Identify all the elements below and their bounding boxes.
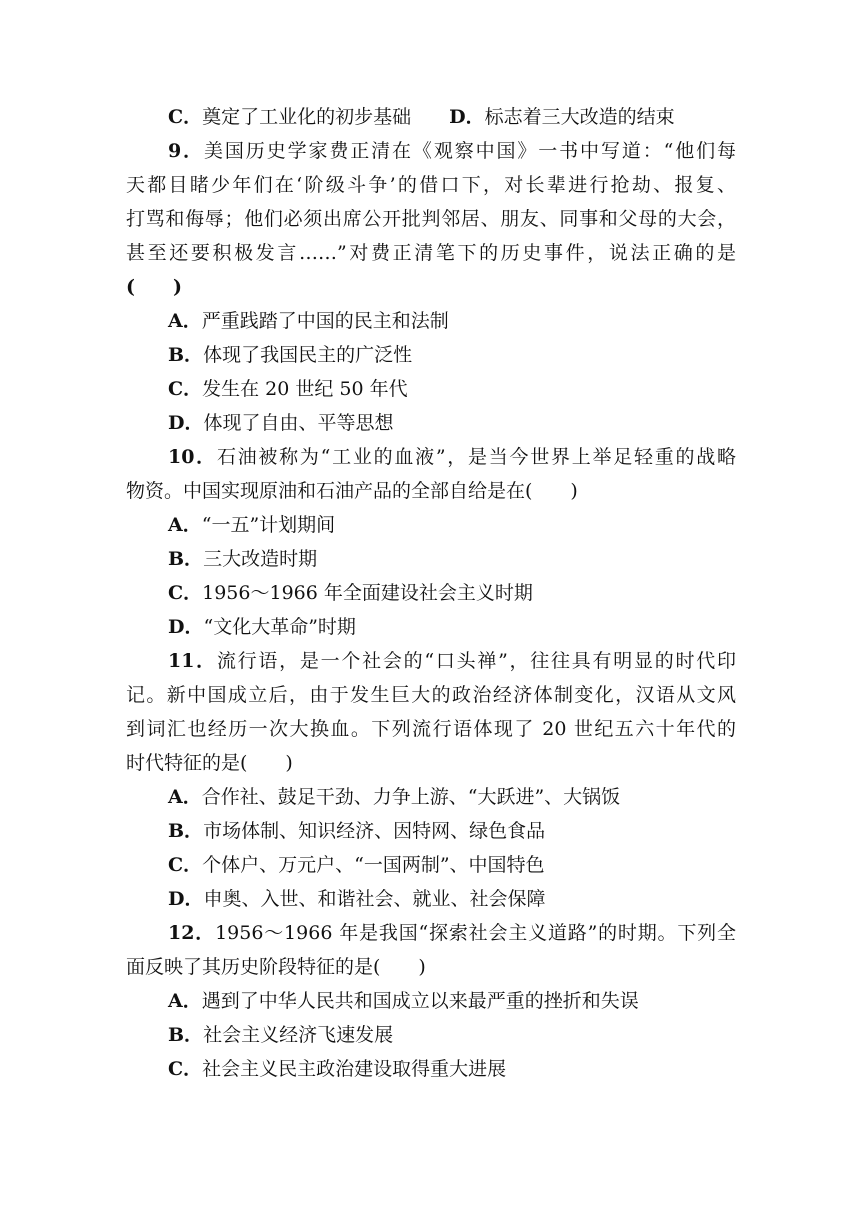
q10-stem-line-2: 物资。中国实现原油和石油产品的全部自给是在( ) <box>126 480 578 502</box>
q9-option-a <box>168 304 449 338</box>
q10-option-b <box>168 542 317 576</box>
question-text: 美国历史学家费正清在《观察中国》一书中写道：“他们每 <box>204 140 736 162</box>
q11-stem-line-4: 时代特征的是( ) <box>126 752 293 774</box>
question-number: 10． <box>168 446 217 468</box>
q9-stem-line-1 <box>168 134 736 168</box>
option-letter: C． <box>168 378 203 400</box>
q9-option-d <box>168 406 394 440</box>
option-letter: A． <box>168 310 202 332</box>
option-letter: B． <box>168 1024 204 1046</box>
question-text: 流行语，是一个社会的“口头禅”，往往具有明显的时代印 <box>216 650 736 672</box>
option-letter: A． <box>168 990 202 1012</box>
option-text: 社会主义经济飞速发展 <box>203 1024 394 1046</box>
q12-option-b <box>168 1018 393 1052</box>
option-letter: D． <box>168 616 204 638</box>
option-letter: C． <box>168 106 203 128</box>
option-text: 1956～1966 年全面建设社会主义时期 <box>202 582 533 604</box>
question-number: 9． <box>168 140 205 162</box>
q12-stem-line-1 <box>168 916 736 950</box>
option-text: 合作社、鼓足干劲、力争上游、“大跃进”、大锅饭 <box>201 786 621 808</box>
q11-option-d <box>168 882 546 916</box>
answer-blank: ( ) <box>126 276 182 298</box>
q12-option-a <box>168 984 639 1018</box>
q11-option-a <box>168 780 620 814</box>
option-letter: C． <box>168 582 203 604</box>
option-text: 严重践踏了中国的民主和法制 <box>201 310 449 332</box>
question-text: 1956～1966 年是我国“探索社会主义道路”的时期。下列全 <box>215 922 736 944</box>
option-text: “文化大革命”时期 <box>203 616 356 638</box>
q11-stem-line-3: 到词汇也经历一次大换血。下列流行语体现了 20 世纪五六十年代的 <box>126 718 736 740</box>
q10-option-d <box>168 610 356 644</box>
q10-option-a <box>168 508 335 542</box>
q10-option-c <box>168 576 533 610</box>
option-text: 社会主义民主政治建设取得重大进展 <box>202 1058 507 1080</box>
question-text: 石油被称为“工业的血液”，是当今世界上举足轻重的战略 <box>216 446 736 468</box>
option-letter: D． <box>168 412 204 434</box>
q9-stem-line-4: 甚至还要积极发言……”对费正清笔下的历史事件，说法正确的是 <box>126 242 736 264</box>
option-text: 申奥、入世、和谐社会、就业、社会保障 <box>203 888 546 910</box>
option-letter: B． <box>168 548 204 570</box>
q12-stem-line-2: 面反映了其历史阶段特征的是( ) <box>126 956 426 978</box>
option-letter: B． <box>168 820 204 842</box>
option-letter: C． <box>168 1058 203 1080</box>
q10-stem-line-1 <box>168 440 736 474</box>
q12-option-c <box>168 1052 506 1086</box>
option-text: 体现了自由、平等思想 <box>203 412 394 434</box>
option-text: 标志着三大改造的结束 <box>484 106 675 128</box>
option-text: 体现了我国民主的广泛性 <box>203 344 413 366</box>
q11-stem-line-1 <box>168 644 736 678</box>
option-letter: B． <box>168 344 204 366</box>
q9-option-c <box>168 372 408 406</box>
option-letter: C． <box>168 854 203 876</box>
option-letter: D． <box>168 888 204 910</box>
option-text: 遇到了中华人民共和国成立以来最严重的挫折和失误 <box>201 990 639 1012</box>
option-letter: A． <box>168 514 202 536</box>
q8-options-line <box>168 100 675 134</box>
option-text: 市场体制、知识经济、因特网、绿色食品 <box>203 820 546 842</box>
question-number: 11． <box>168 650 217 672</box>
q11-stem-line-2: 记。新中国成立后，由于发生巨大的政治经济体制变化，汉语从文风 <box>126 684 736 706</box>
option-letter: D． <box>449 106 485 128</box>
question-number: 12． <box>168 922 216 944</box>
option-text: 发生在 20 世纪 50 年代 <box>202 378 408 400</box>
option-letter: A． <box>168 786 202 808</box>
option-text: “一五”计划期间 <box>201 514 336 536</box>
q11-option-c <box>168 848 545 882</box>
option-text: 奠定了工业化的初步基础 <box>202 106 412 128</box>
q9-stem-line-2: 天都目睹少年们在‘阶级斗争’的借口下，对长辈进行抢劫、报复、 <box>126 174 736 196</box>
q11-option-b <box>168 814 545 848</box>
option-text: 个体户、万元户、“一国两制”、中国特色 <box>202 854 545 876</box>
q9-option-b <box>168 338 412 372</box>
q9-stem-line-3: 打骂和侮辱；他们必须出席公开批判邻居、朋友、同事和父母的大会， <box>126 208 736 230</box>
option-text: 三大改造时期 <box>203 548 318 570</box>
